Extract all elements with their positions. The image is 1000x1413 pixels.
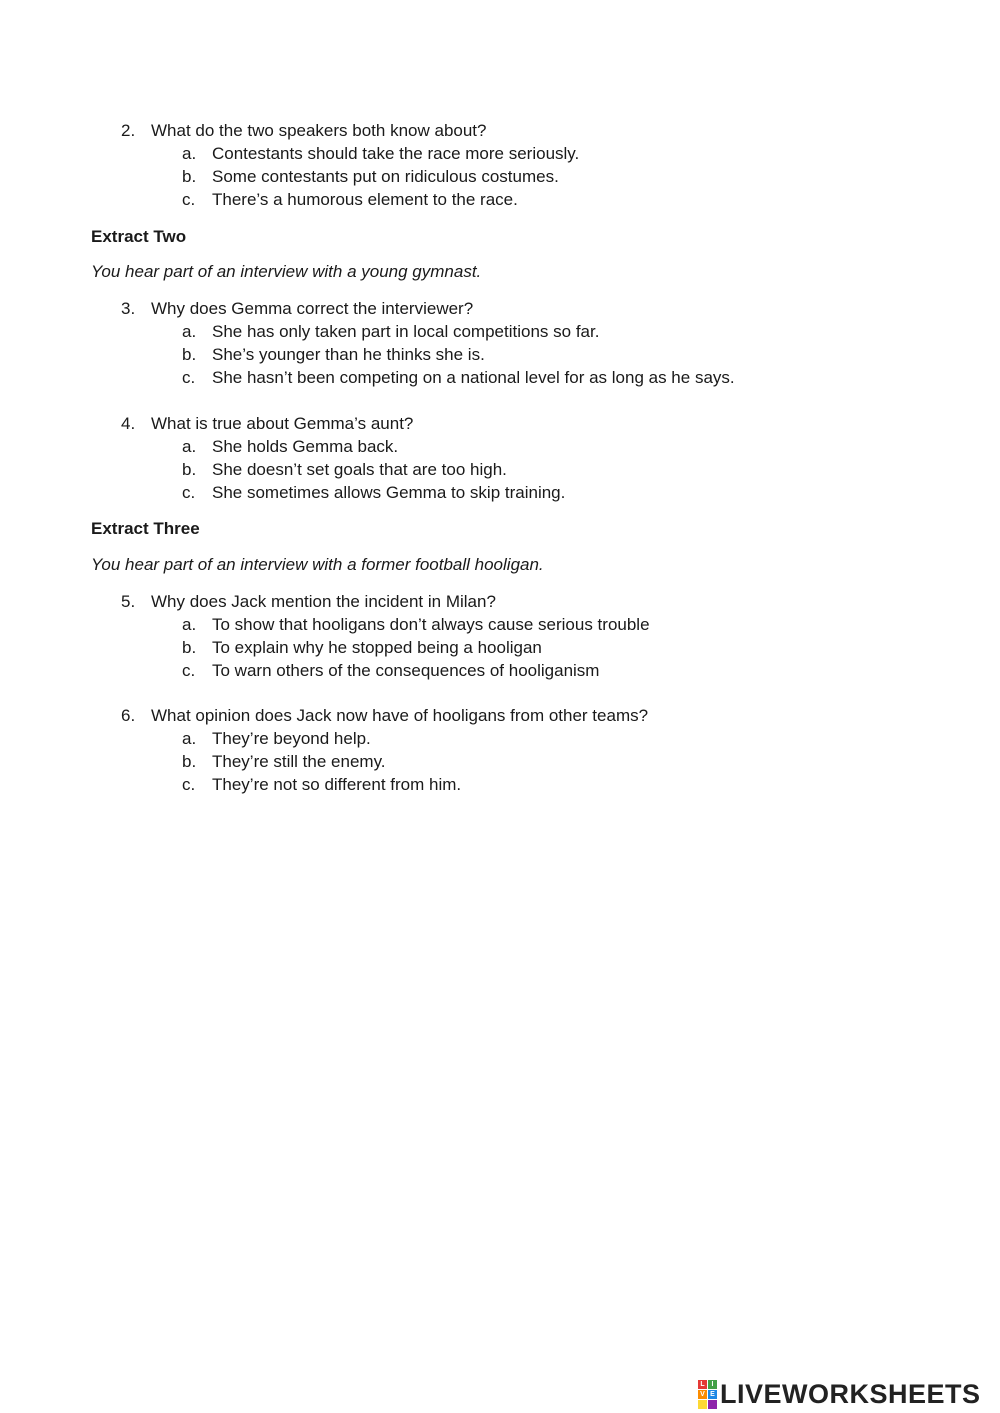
option-text: They’re beyond help. bbox=[212, 729, 371, 748]
option-text: She holds Gemma back. bbox=[212, 437, 399, 456]
question-number: 2. bbox=[121, 121, 136, 140]
question-number: 5. bbox=[121, 592, 136, 611]
question-text: Why does Gemma correct the interviewer? bbox=[151, 299, 474, 318]
option-letter: c. bbox=[182, 368, 196, 387]
section-intro-extract-two: You hear part of an interview with a young gymnast. bbox=[91, 262, 482, 281]
option-letter: a. bbox=[182, 322, 197, 341]
option-letter: a. bbox=[182, 615, 197, 634]
question-number: 6. bbox=[121, 706, 136, 725]
option-a[interactable] bbox=[121, 320, 981, 343]
option-text: Contestants should take the race more seriously. bbox=[212, 144, 580, 163]
option-text: She has only taken part in local competitions so far. bbox=[212, 322, 600, 341]
option-letter: b. bbox=[182, 460, 197, 479]
option-a[interactable] bbox=[121, 727, 981, 750]
question-stem bbox=[121, 412, 981, 435]
option-text: Some contestants put on ridiculous costumes. bbox=[212, 167, 559, 186]
option-b[interactable] bbox=[121, 636, 981, 659]
option-letter: b. bbox=[182, 167, 197, 186]
question-6 bbox=[121, 704, 981, 796]
option-letter: a. bbox=[182, 144, 197, 163]
question-text: Why does Jack mention the incident in Milan? bbox=[151, 592, 496, 611]
option-text: They’re still the enemy. bbox=[212, 752, 386, 771]
question-5 bbox=[121, 590, 981, 682]
option-letter: a. bbox=[182, 729, 197, 748]
option-text: She’s younger than he thinks she is. bbox=[212, 345, 485, 364]
section-heading-extract-three: Extract Three bbox=[91, 519, 200, 538]
logo-block: V bbox=[698, 1390, 707, 1399]
option-text: To explain why he stopped being a hooligan bbox=[212, 638, 542, 657]
option-letter: c. bbox=[182, 190, 196, 209]
option-c[interactable] bbox=[121, 481, 981, 504]
question-text: What opinion does Jack now have of hooligans from other teams? bbox=[151, 706, 649, 725]
option-text: To show that hooligans don’t always cause serious trouble bbox=[212, 615, 650, 634]
question-4 bbox=[121, 412, 981, 504]
option-c[interactable] bbox=[121, 366, 981, 389]
question-stem bbox=[121, 297, 981, 320]
option-b[interactable] bbox=[121, 750, 981, 773]
option-a[interactable] bbox=[121, 435, 981, 458]
option-b[interactable] bbox=[121, 458, 981, 481]
option-a[interactable] bbox=[121, 613, 981, 636]
section-intro-extract-three: You hear part of an interview with a former football hooligan. bbox=[91, 555, 544, 574]
question-text: What do the two speakers both know about? bbox=[151, 121, 487, 140]
option-letter: c. bbox=[182, 775, 196, 794]
question-number: 3. bbox=[121, 299, 136, 318]
option-c[interactable] bbox=[121, 188, 981, 211]
option-c[interactable] bbox=[121, 659, 981, 682]
question-3 bbox=[121, 297, 981, 389]
logo-blocks-icon bbox=[698, 1380, 717, 1409]
option-text: She sometimes allows Gemma to skip training. bbox=[212, 483, 566, 502]
question-stem bbox=[121, 119, 981, 142]
option-letter: b. bbox=[182, 638, 197, 657]
option-text: To warn others of the consequences of hooliganism bbox=[212, 661, 600, 680]
option-letter: b. bbox=[182, 752, 197, 771]
option-a[interactable] bbox=[121, 142, 981, 165]
logo-block: E bbox=[708, 1390, 717, 1399]
question-stem bbox=[121, 590, 981, 613]
option-c[interactable] bbox=[121, 773, 981, 796]
question-stem bbox=[121, 704, 981, 727]
logo-block: I bbox=[708, 1380, 717, 1389]
option-b[interactable] bbox=[121, 343, 981, 366]
option-letter: b. bbox=[182, 345, 197, 364]
option-text: She hasn’t been competing on a national level for as long as he says. bbox=[212, 368, 735, 387]
option-b[interactable] bbox=[121, 165, 981, 188]
option-text: They’re not so different from him. bbox=[212, 775, 462, 794]
question-text: What is true about Gemma’s aunt? bbox=[151, 414, 414, 433]
logo-block: L bbox=[698, 1380, 707, 1389]
option-text: There’s a humorous element to the race. bbox=[212, 190, 518, 209]
question-number: 4. bbox=[121, 414, 136, 433]
option-letter: c. bbox=[182, 483, 196, 502]
section-heading-extract-two: Extract Two bbox=[91, 227, 187, 246]
question-2 bbox=[121, 119, 981, 211]
option-letter: c. bbox=[182, 661, 196, 680]
logo-block bbox=[698, 1400, 707, 1409]
logo-text: LIVEWORKSHEETS bbox=[720, 1378, 981, 1409]
option-text: She doesn’t set goals that are too high. bbox=[212, 460, 507, 479]
logo-block bbox=[708, 1400, 717, 1409]
liveworksheets-logo[interactable] bbox=[698, 1378, 981, 1410]
option-letter: a. bbox=[182, 437, 197, 456]
